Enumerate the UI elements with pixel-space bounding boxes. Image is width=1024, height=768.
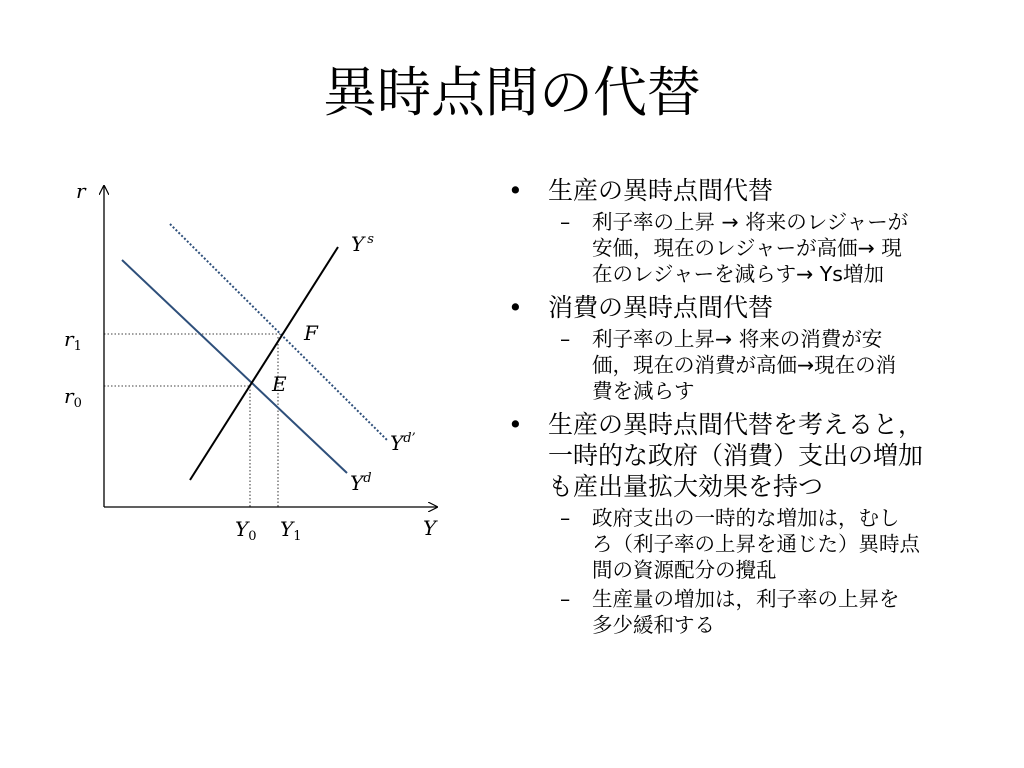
sub-bullet-resource-allocation: – 政府支出の一時的な増加は，むし ろ（利子率の上昇を通じた）異時点 間の資源配分の攪乱	[560, 506, 920, 582]
ys-label: Y $^s$	[351, 232, 374, 256]
bullet-consumption-substitution: • 消費の異時点間代替	[508, 293, 774, 322]
bullet-production-substitution: • 生産の異時点間代替	[508, 176, 774, 205]
sub-bullet-production: – 利子率の上昇 → 将来のレジャーが 安価，現在のレジャーが高価→ 現 在のレジャーを減らす→ Ys増加	[560, 210, 909, 286]
ys-curve	[190, 247, 338, 480]
yd-prime-label: $Y^{d’}$	[390, 431, 416, 455]
is-lm-diagram	[0, 0, 500, 560]
yd-curve	[122, 260, 347, 473]
slide-title: 異時点間の代替	[323, 61, 701, 124]
point-e-label: E	[272, 372, 287, 396]
y0-label: $Y_0$	[235, 517, 257, 544]
y1-label: $Y_1$	[280, 517, 302, 544]
sub-bullet-consumption: – 利子率の上昇→ 将来の消費が安 価，現在の消費が高価→現在の消 費を減らす	[560, 327, 897, 403]
r1-label: $r_1$	[64, 327, 82, 354]
sub-bullet-output-increase: – 生産量の増加は，利子率の上昇を 多少緩和する	[560, 587, 900, 637]
point-f-label: F	[304, 321, 318, 345]
r-axis-label: r	[76, 179, 86, 203]
yd-label: $Y^d$	[350, 471, 372, 495]
bullet-government-spending: • 生産の異時点間代替を考えると， 一時的な政府（消費）支出の増加 も産出量拡大効果を持つ	[508, 410, 924, 501]
r0-label: $r_0$	[64, 384, 82, 411]
bullet-list	[500, 170, 1000, 638]
y-axis-label: Y	[423, 516, 437, 540]
